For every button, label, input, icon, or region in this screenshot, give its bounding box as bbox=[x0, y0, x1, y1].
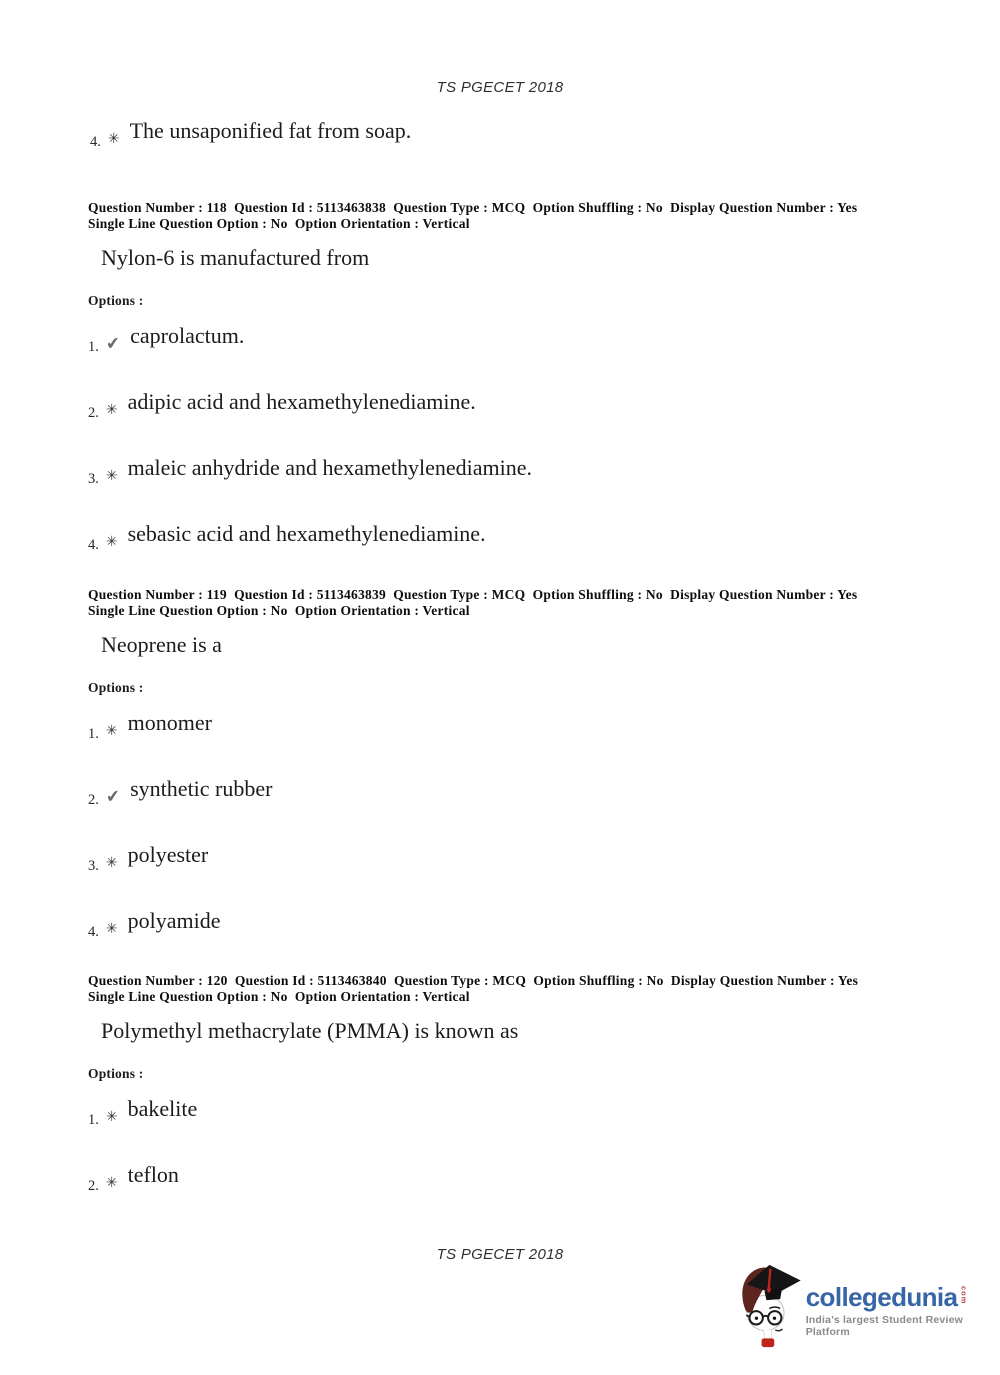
option-number: 1. bbox=[88, 1111, 99, 1128]
check-icon: ✔ bbox=[104, 333, 122, 355]
option-text: synthetic rubber bbox=[130, 776, 273, 802]
question-text: Nylon-6 is manufactured from bbox=[101, 245, 370, 270]
option-number: 4. bbox=[88, 923, 99, 940]
question-meta-line: Question Number : 119 Question Id : 5113463839 Question Type : MCQ Option Shuffling : No Display Question Number : Yes bbox=[88, 587, 858, 602]
page-header-title: TS PGECET 2018 bbox=[436, 79, 564, 96]
option-number: 4. bbox=[88, 536, 99, 553]
option-text: caprolactum. bbox=[130, 323, 245, 349]
question-block-120 bbox=[88, 973, 948, 1193]
option-number: 3. bbox=[88, 857, 99, 874]
option-number: 3. bbox=[88, 470, 99, 487]
question-text: Polymethyl methacrylate (PMMA) is known as bbox=[101, 1018, 519, 1043]
options-list bbox=[88, 704, 948, 939]
collegedunia-logo-text bbox=[806, 1284, 1000, 1338]
option-number: 2. bbox=[88, 1177, 99, 1194]
collegedunia-tagline: India's largest Student Review Platform bbox=[805, 1314, 963, 1338]
collegedunia-brand-text: collegedunia bbox=[805, 1282, 958, 1312]
option-number: 1. bbox=[88, 725, 99, 742]
collegedunia-logo bbox=[740, 1262, 1000, 1350]
option-text: polyester bbox=[127, 842, 209, 868]
asterisk-icon: ✳ bbox=[105, 1109, 118, 1126]
option-row bbox=[88, 836, 948, 873]
option-text: The unsaponified fat from soap. bbox=[129, 118, 412, 143]
question-text: Neoprene is a bbox=[101, 632, 222, 657]
asterisk-icon: ✳ bbox=[105, 855, 118, 872]
option-text: bakelite bbox=[127, 1096, 198, 1122]
question-meta-line: Single Line Question Option : No Option Orientation : Vertical bbox=[88, 216, 470, 231]
asterisk-icon: ✳ bbox=[107, 131, 120, 147]
option-row bbox=[88, 704, 948, 741]
option-text: maleic anhydride and hexamethylenediamine. bbox=[127, 455, 532, 481]
option-row bbox=[88, 1090, 948, 1127]
question-meta-line: Single Line Question Option : No Option Orientation : Vertical bbox=[88, 989, 470, 1004]
option-text: monomer bbox=[127, 710, 212, 736]
page-footer-title: TS PGECET 2018 bbox=[436, 1246, 564, 1263]
asterisk-icon: ✳ bbox=[105, 468, 118, 485]
option-number: 2. bbox=[88, 404, 99, 421]
option-row bbox=[88, 515, 948, 552]
option-row bbox=[88, 1156, 948, 1193]
question-meta-line: Single Line Question Option : No Option Orientation : Vertical bbox=[88, 603, 470, 618]
option-text: polyamide bbox=[127, 908, 221, 934]
option-row bbox=[88, 383, 948, 420]
asterisk-icon: ✳ bbox=[105, 534, 118, 551]
question-meta-line: Question Number : 120 Question Id : 5113463840 Question Type : MCQ Option Shuffling : No Display Question Number : Yes bbox=[88, 973, 859, 988]
collegedunia-mascot-icon bbox=[740, 1262, 803, 1350]
asterisk-icon: ✳ bbox=[105, 723, 118, 740]
options-label: Options : bbox=[88, 1066, 144, 1082]
option-number: 2. bbox=[88, 791, 99, 808]
option-row bbox=[88, 449, 948, 486]
option-text: adipic acid and hexamethylenediamine. bbox=[127, 389, 476, 415]
options-label: Options : bbox=[88, 293, 144, 309]
asterisk-icon: ✳ bbox=[105, 402, 118, 419]
option-text: teflon bbox=[127, 1162, 179, 1188]
options-label: Options : bbox=[88, 680, 144, 696]
option-number: 1. bbox=[88, 338, 99, 355]
question-block-119 bbox=[88, 587, 948, 939]
check-icon: ✔ bbox=[104, 786, 122, 808]
option-number: 4. bbox=[90, 133, 101, 150]
asterisk-icon: ✳ bbox=[105, 921, 118, 938]
option-row bbox=[88, 770, 948, 807]
options-list bbox=[88, 1090, 948, 1193]
asterisk-icon: ✳ bbox=[105, 1175, 118, 1192]
collegedunia-domain-suffix: com bbox=[959, 1286, 969, 1305]
options-list bbox=[88, 317, 948, 552]
question-block-118 bbox=[88, 200, 948, 552]
option-text: sebasic acid and hexamethylenediamine. bbox=[127, 521, 486, 547]
option-row bbox=[88, 902, 948, 939]
question-meta-line: Question Number : 118 Question Id : 5113463838 Question Type : MCQ Option Shuffling : No Display Question Number : Yes bbox=[88, 200, 858, 215]
option-row bbox=[90, 112, 411, 149]
option-row bbox=[88, 317, 948, 354]
